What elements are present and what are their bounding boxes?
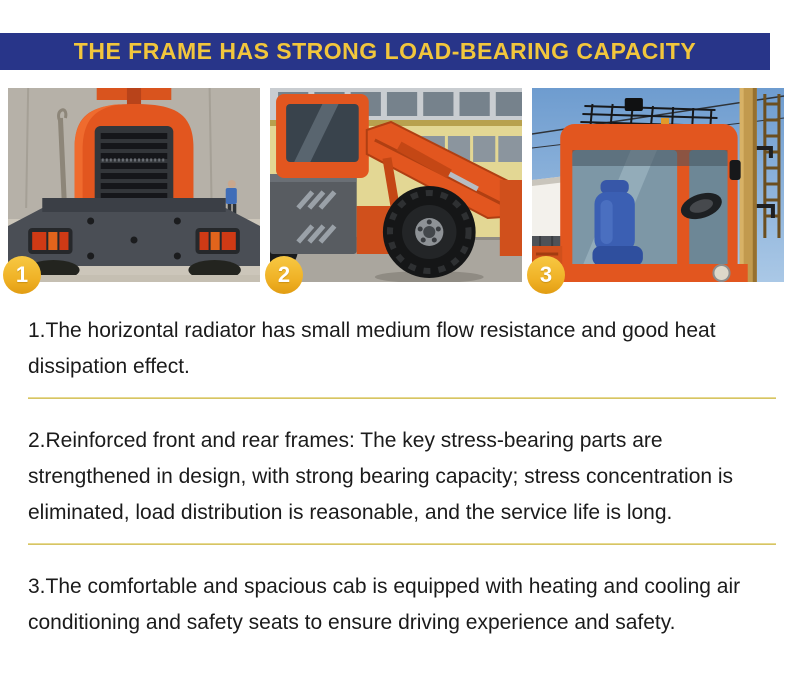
feature-paragraph-2: 2.Reinforced front and rear frames: The key stress-bearing parts are strengthened in design, with strong bearing capacity; stress concentration is eliminated, load distribution is reasonable, and the service life is long. xyxy=(28,429,734,524)
loader-cab-photo xyxy=(532,88,784,282)
gold-divider-2 xyxy=(28,543,776,545)
step-badge-1: 1 xyxy=(3,256,41,294)
step-badge-2: 2 xyxy=(265,256,303,294)
gallery-item-1 xyxy=(8,88,260,287)
gallery-item-2 xyxy=(270,88,522,287)
gold-divider-1 xyxy=(28,397,776,399)
feature-paragraph-1: 1.The horizontal radiator has small medium flow resistance and good heat dissipation effect. xyxy=(28,319,716,378)
section-title: THE FRAME HAS STRONG LOAD-BEARING CAPACITY xyxy=(73,38,697,64)
loader-side-frame-photo xyxy=(270,88,522,282)
feature-text-section xyxy=(0,282,800,641)
feature-paragraph-3: 3.The comfortable and spacious cab is equipped with heating and cooling air conditioning and safety seats to ensure driving experience and safety. xyxy=(28,575,741,634)
gallery-item-3 xyxy=(532,88,784,287)
product-feature-page xyxy=(0,33,800,689)
photo-gallery xyxy=(0,88,800,287)
step-badge-3: 3 xyxy=(527,256,565,294)
loader-rear-radiator-photo xyxy=(8,88,260,282)
section-title-banner xyxy=(0,33,770,70)
